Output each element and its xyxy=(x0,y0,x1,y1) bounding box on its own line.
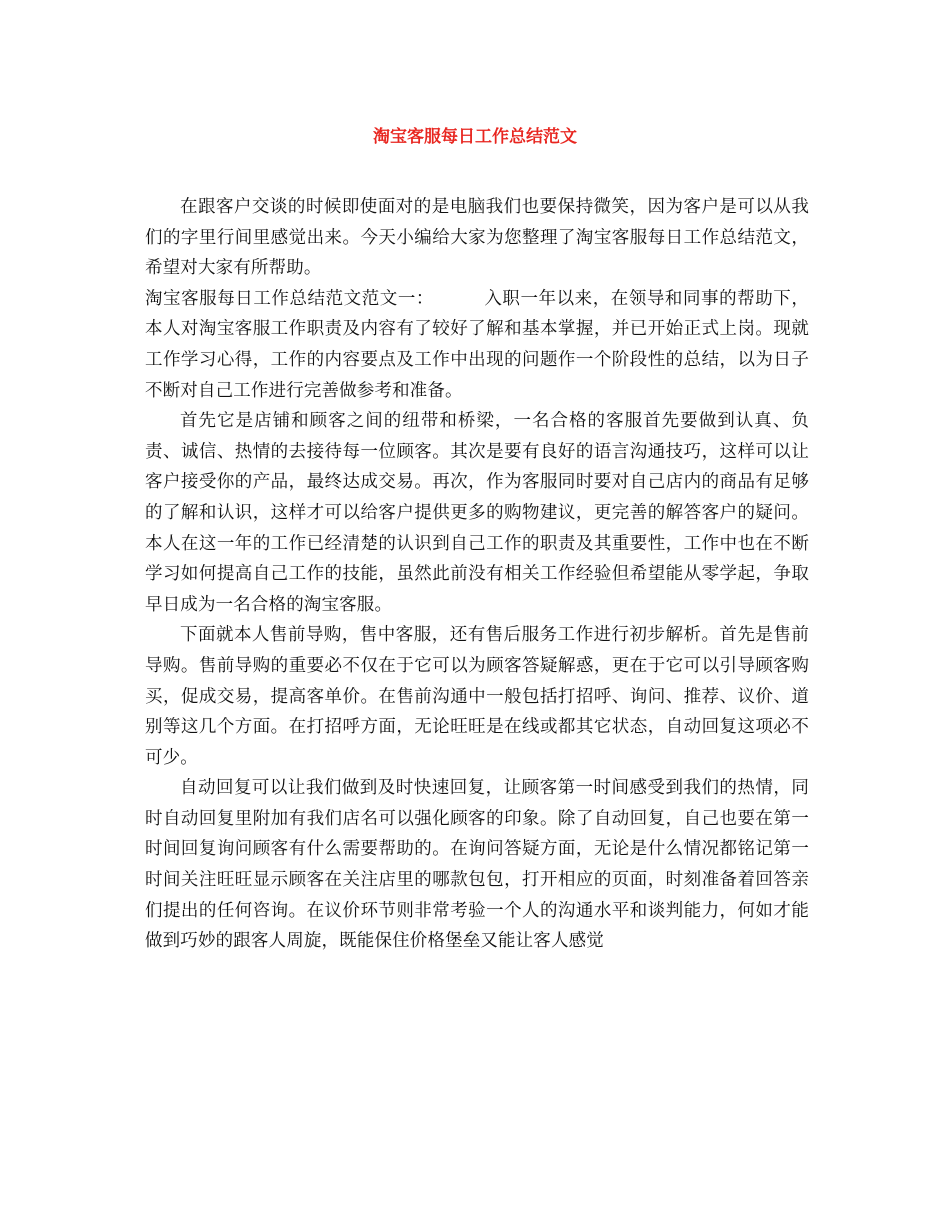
document-title: 淘宝客服每日工作总结范文 xyxy=(373,127,577,147)
document-body xyxy=(145,192,809,957)
section-heading: 淘宝客服每日工作总结范文范文一： xyxy=(145,288,434,309)
body-paragraph-2: 下面就本人售前导购，售中客服，还有售后服务工作进行初步解析。首先是售前导购。售前导购的重要必不仅在于它可以为顾客答疑解惑，更在于它可以引导顾客购买，促成交易，提高客单价。在售前沟通中一般包括打招呼、询问、推荐、议价、道别等这几个方面。在打招呼方面，无论旺旺是在线或都其它状态，自动回复这项必不可少。 xyxy=(145,625,809,768)
section-lead-text: 入职一年以来，在领导和同事的帮助下，本人对淘宝客服工作职责及内容有了较好了解和基本掌握，并已开始正式上岗。现就工作学习心得，工作的内容要点及工作中出现的问题作一个阶段性的总结，以为日子不断对自己工作进行完善做参考和准备。 xyxy=(145,288,809,401)
intro-paragraph: 在跟客户交谈的时候即使面对的是电脑我们也要保持微笑，因为客户是可以从我们的字里行间里感觉出来。今天小编给大家为您整理了淘宝客服每日工作总结范文，希望对大家有所帮助。 xyxy=(145,197,809,279)
section-paragraph xyxy=(145,284,809,406)
body-paragraph-3: 自动回复可以让我们做到及时快速回复，让顾客第一时间感受到我们的热情，同时自动回复里附加有我们店名可以强化顾客的印象。除了自动回复，自己也要在第一时间回复询问顾客有什么需要帮助的。在询问答疑方面，无论是什么情况都铭记第一时间关注旺旺显示顾客在关注店里的哪款包包，打开相应的页面，时刻准备着回答亲们提出的任何咨询。在议价环节则非常考验一个人的沟通水平和谈判能力，何如才能做到巧妙的跟客人周旋，既能保住价格堡垒又能让客人感觉 xyxy=(145,778,809,952)
body-paragraph-1: 首先它是店铺和顾客之间的纽带和桥梁，一名合格的客服首先要做到认真、负责、诚信、热情的去接待每一位顾客。其次是要有良好的语言沟通技巧，这样可以让客户接受你的产品，最终达成交易。再次，作为客服同时要对自己店内的商品有足够的了解和认识，这样才可以给客户提供更多的购物建议，更完善的解答客户的疑问。本人在这一年的工作已经清楚的认识到自己工作的职责及其重要性，工作中也在不断学习如何提高自己工作的技能，虽然此前没有相关工作经验但希望能从零学起，争取早日成为一名合格的淘宝客服。 xyxy=(145,411,809,615)
